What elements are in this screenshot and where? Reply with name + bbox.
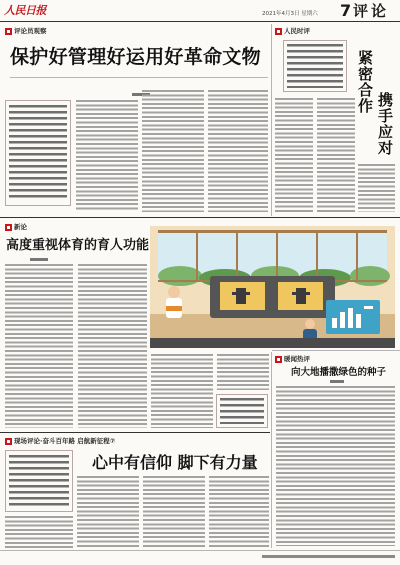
illustration: [150, 226, 395, 348]
section-tag-commentator: [5, 27, 47, 35]
section-divider: [272, 350, 400, 351]
byline: [30, 258, 48, 261]
article-body-column: [275, 98, 313, 212]
section-tag-icon: [5, 438, 12, 445]
person-left: [166, 286, 182, 318]
headline-rule: [10, 77, 268, 78]
vertical-headline-part-1: 紧密合作: [356, 50, 374, 114]
page-name: 评论: [353, 2, 390, 20]
data-monitor: [326, 300, 380, 334]
section-tag-icon: [275, 356, 282, 363]
section-divider: [0, 217, 400, 218]
section-tag-label: 新论: [14, 223, 27, 231]
article-body-column: [76, 100, 138, 212]
byline: [330, 380, 344, 383]
masthead-rule: [0, 21, 400, 22]
section-tag-field-review: [5, 437, 115, 445]
pull-quote-text: [9, 105, 67, 201]
section-tag-icon: [5, 28, 12, 35]
headline-field-review: 心中有信仰 脚下有力量: [92, 453, 258, 472]
article-body-column: [143, 476, 205, 548]
section-tag-label: 现场评论·奋斗百年路 启航新征程⑦: [14, 437, 116, 445]
article-body-column: [209, 476, 269, 548]
issue-date: 2021年4月3日 星期六: [262, 11, 318, 17]
control-console: [210, 276, 335, 318]
section-tag-label: 暖闻热评: [284, 355, 310, 363]
article-body-column: [142, 90, 204, 212]
article-body-column: [5, 264, 73, 428]
section-tag-peoples-review: [275, 27, 310, 35]
section-tag-warm-news: [275, 355, 310, 363]
column-divider: [271, 24, 272, 216]
article-body-column: [217, 354, 269, 390]
pull-quote-text: [9, 455, 69, 507]
section-divider: [0, 432, 270, 433]
summary-text: [287, 44, 343, 88]
section-tag-new-theory: [5, 223, 27, 231]
section-tag-label: 评论员观察: [14, 27, 47, 35]
article-body-column: [78, 264, 147, 428]
article-body-column: [77, 476, 139, 548]
footer-editor-info: [262, 555, 395, 558]
newspaper-logo: 人民日报: [4, 4, 46, 17]
vertical-headline-part-2: 携手应对: [376, 92, 394, 156]
article-body-column: [358, 164, 395, 212]
article-body-column: [276, 386, 395, 546]
headline-commentator: 保护好管理好运用好革命文物: [10, 46, 261, 68]
article-body-column: [5, 516, 73, 548]
headline-new-theory: 高度重视体育的育人功能: [6, 238, 150, 253]
page-number: 7: [340, 1, 352, 20]
footer-rule: [0, 550, 400, 551]
article-body-column: [208, 90, 268, 212]
section-tag-icon: [275, 28, 282, 35]
column-divider: [271, 352, 272, 548]
section-tag-icon: [5, 224, 12, 231]
headline-warm-news: 向大地播撒绿色的种子: [291, 367, 387, 378]
article-body-column: [317, 98, 355, 212]
author-note-text: [220, 398, 264, 424]
section-tag-label: 人民时评: [284, 27, 310, 35]
illustration-caption: [151, 354, 213, 428]
